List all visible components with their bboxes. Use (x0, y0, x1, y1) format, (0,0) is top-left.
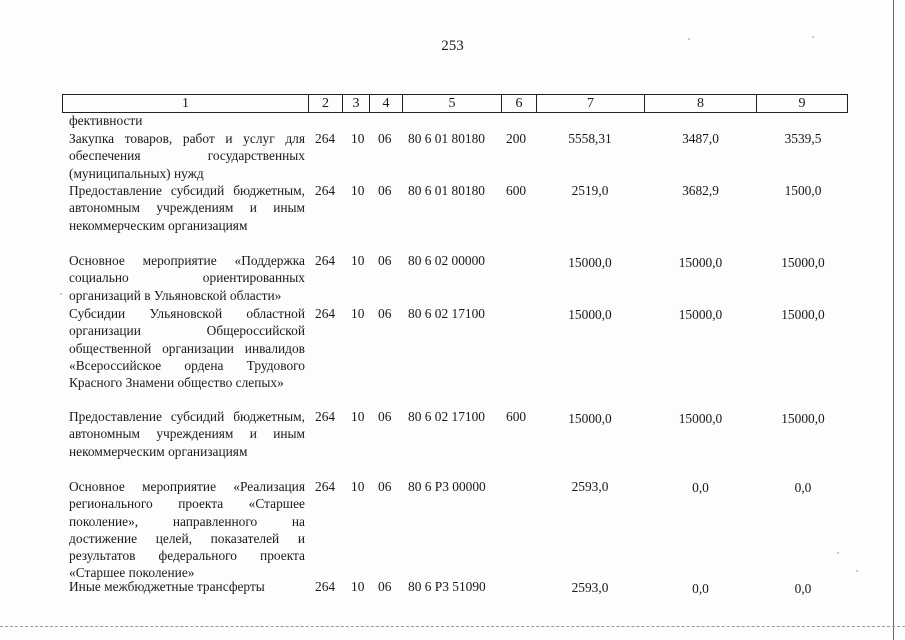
row-col-5: 80 6 01 80180 (408, 183, 485, 198)
row-col-8: 3487,0 (682, 131, 719, 146)
row-col-4: 06 (378, 409, 392, 424)
scan-speck (856, 570, 858, 572)
row-col-9: 15000,0 (781, 307, 825, 322)
row-col-9: 1500,0 (784, 183, 822, 198)
row-col-2: 264 (315, 479, 336, 494)
row-description: Закупка товаров, работ и услуг для обеспечения государственных (муниципальных) нужд (69, 131, 305, 181)
row-description: Основное мероприятие «Реализация регионального проекта «Старшее поколение», направленного на достижение целей, показателей и результатов федерального проекта «Старшее поколение» (69, 479, 305, 581)
header-col-4: 4 (370, 95, 403, 112)
row-col-7: 5558,31 (568, 131, 612, 146)
top-fragment-text: фективности (69, 113, 143, 128)
row-col-5: 80 6 02 17100 (408, 306, 485, 321)
row-col-3: 10 (351, 183, 365, 198)
row-col-4: 06 (378, 579, 392, 594)
row-col-4: 06 (378, 479, 392, 494)
row-col-8: 0,0 (692, 581, 709, 596)
row-col-9: 0,0 (794, 581, 812, 596)
row-col-3: 10 (351, 479, 365, 494)
row-col-2: 264 (315, 579, 336, 594)
row-col-7: 2593,0 (571, 580, 609, 595)
header-col-3: 3 (343, 95, 370, 112)
row-col-4: 06 (378, 306, 392, 321)
row-col-3: 10 (351, 253, 365, 268)
row-col-2: 264 (315, 183, 336, 198)
row-col-2: 264 (315, 253, 336, 268)
row-col-5: 80 6 02 00000 (408, 253, 485, 268)
row-col-6: 200 (506, 131, 527, 146)
row-col-2: 264 (315, 131, 336, 146)
scan-speck (60, 293, 62, 295)
row-col-2: 264 (315, 409, 336, 424)
page-edge-right (893, 0, 894, 640)
row-col-7: 15000,0 (568, 307, 612, 322)
row-col-9: 3539,5 (784, 131, 822, 146)
row-col-7: 2519,0 (571, 183, 609, 198)
header-col-8: 8 (645, 95, 757, 112)
row-col-9: 15000,0 (781, 255, 825, 270)
scan-speck (837, 552, 839, 554)
row-col-7: 2593,0 (571, 479, 609, 494)
row-description: Предоставление субсидий бюджетным, автономным учреждениям и иным некоммерческим организациям (69, 409, 305, 459)
row-description: Основное мероприятие «Поддержка социально ориентированных организаций в Ульяновской области» (69, 253, 305, 303)
row-col-7: 15000,0 (568, 255, 612, 270)
row-col-4: 06 (378, 253, 392, 268)
row-col-6: 600 (506, 409, 527, 424)
row-col-3: 10 (351, 131, 365, 146)
row-col-3: 10 (351, 579, 365, 594)
header-col-6: 6 (502, 95, 537, 112)
row-col-7: 15000,0 (568, 411, 612, 426)
scan-speck (812, 36, 814, 38)
header-col-1: 1 (63, 95, 309, 112)
row-description: Субсидии Ульяновской областной организации Общероссийской общественной организации инвалидов «Всероссийское ордена Трудового Красного Знамени общество слепых» (69, 306, 305, 391)
row-col-8: 15000,0 (678, 307, 723, 322)
row-col-6: 600 (506, 183, 527, 198)
row-col-8: 15000,0 (678, 255, 723, 270)
row-col-9: 15000,0 (781, 411, 825, 426)
row-col-5: 80 6 02 17100 (408, 409, 485, 424)
row-col-9: 0,0 (794, 480, 812, 495)
table-header-row (62, 94, 848, 113)
header-col-7: 7 (537, 95, 645, 112)
row-col-4: 06 (378, 131, 392, 146)
header-col-9: 9 (798, 96, 806, 111)
row-col-2: 264 (315, 306, 336, 321)
row-col-5: 80 6 P3 51090 (408, 579, 486, 594)
row-col-8: 3682,9 (682, 183, 719, 198)
header-col-5: 5 (403, 95, 502, 112)
row-col-3: 10 (351, 306, 365, 321)
row-col-3: 10 (351, 409, 365, 424)
row-col-8: 0,0 (692, 480, 709, 495)
page-number: 253 (441, 38, 464, 54)
row-description: Иные межбюджетные трансферты (69, 579, 265, 594)
page-edge-bottom (0, 626, 905, 628)
row-col-5: 80 6 P3 00000 (408, 479, 486, 494)
header-col-2: 2 (309, 95, 343, 112)
row-description: Предоставление субсидий бюджетным, автономным учреждениям и иным некоммерческим организациям (69, 183, 305, 233)
row-col-4: 06 (378, 183, 392, 198)
row-col-8: 15000,0 (678, 411, 723, 426)
row-col-5: 80 6 01 80180 (408, 131, 485, 146)
scan-speck (688, 38, 690, 40)
